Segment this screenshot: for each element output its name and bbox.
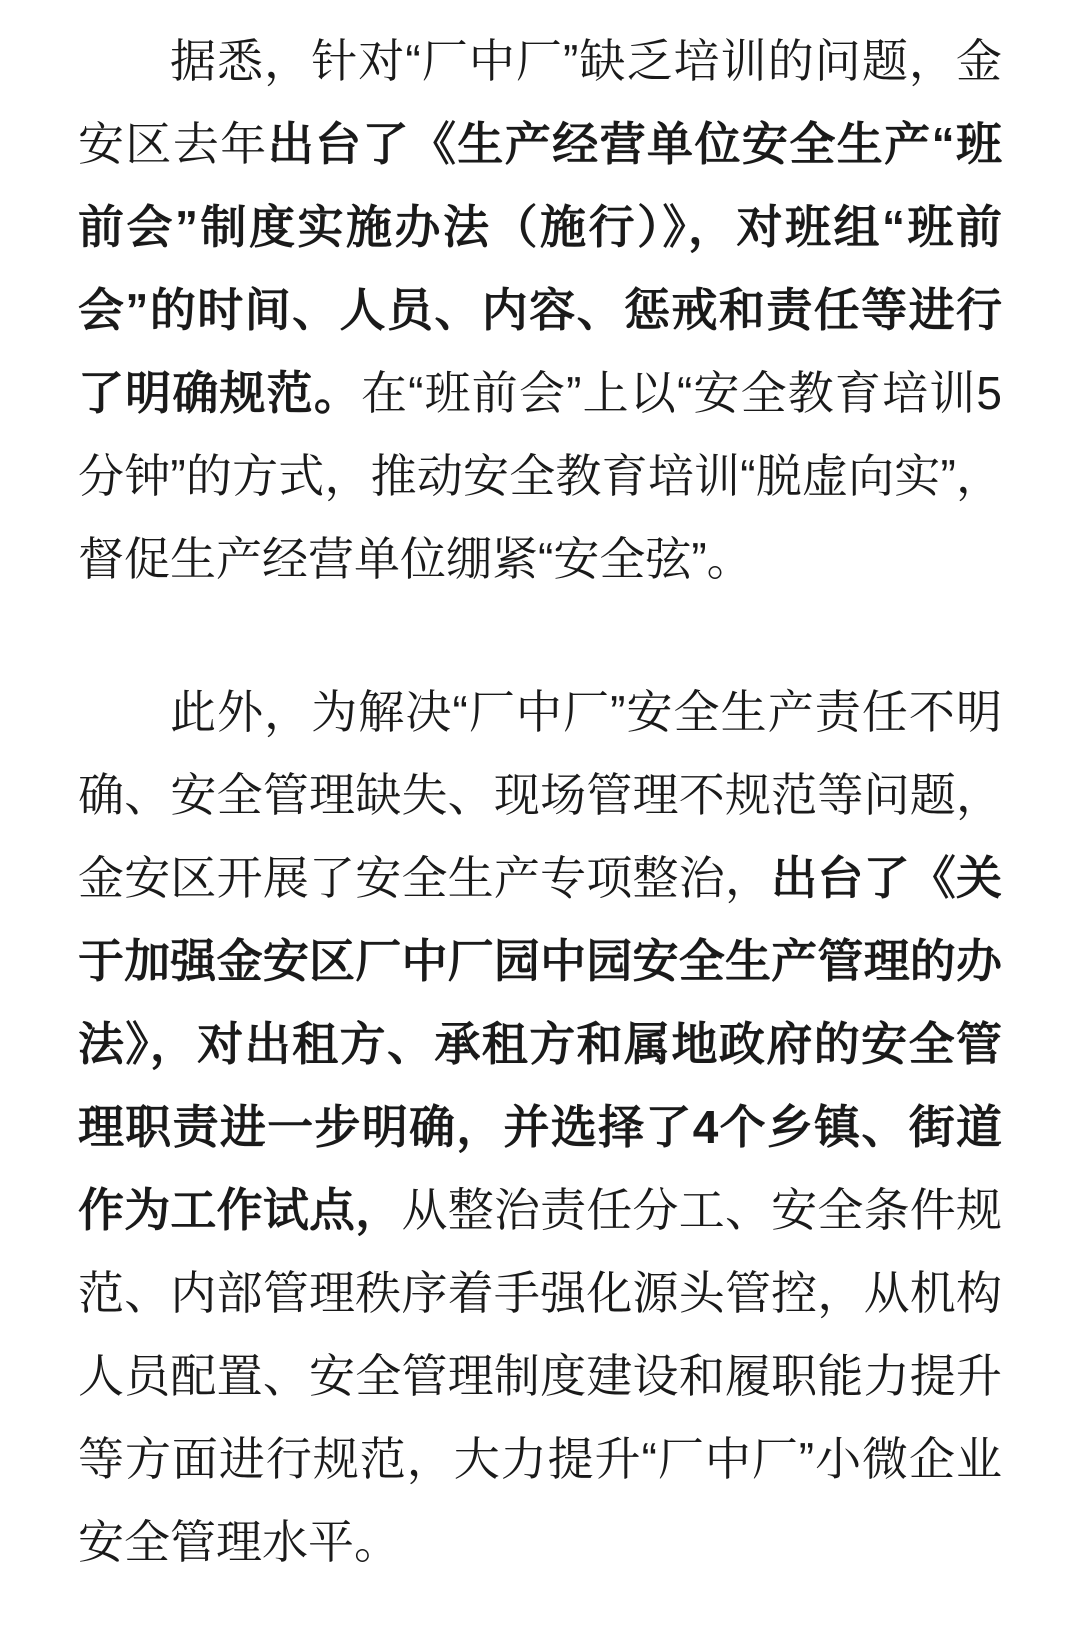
paragraph-1 <box>78 20 1002 601</box>
text-segment-1-3: 在“班前会”上以“安全教育培训5分钟”的方式，推动安全教育培训“脱虚向实”，督促生产经营单位绷紧“安全弦”。 <box>78 367 1003 585</box>
text-segment-1-1: 据悉，针对“厂中厂”缺乏培训的问题，金安区去年 <box>78 35 1002 170</box>
text-segment-2-1: 此外，为解决“厂中厂”安全生产责任不明确、安全管理缺失、现场管理不规范等问题，金安区开展了安全生产专项整治， <box>78 686 1002 904</box>
emphasized-text-segment-1-2: 出台了《生产经营单位安全生产“班前会”制度实施办法（施行）》，对班组“班前会”的时间、人员、内容、惩戒和责任等进行了明确规范。 <box>78 118 1003 419</box>
emphasized-text-segment-2-2: 出台了《关于加强金安区厂中厂园中园安全生产管理的办法》，对出租方、承租方和属地政府的安全管理职责进一步明确，并选择了4个乡镇、街道作为工作试点， <box>78 852 1003 1236</box>
paragraph-2 <box>78 671 1002 1584</box>
text-segment-2-3: 从整治责任分工、安全条件规范、内部管理秩序着手强化源头管控，从机构人员配置、安全管理制度建设和履职能力提升等方面进行规范，大力提升“厂中厂”小微企业安全管理水平。 <box>78 1184 1003 1568</box>
